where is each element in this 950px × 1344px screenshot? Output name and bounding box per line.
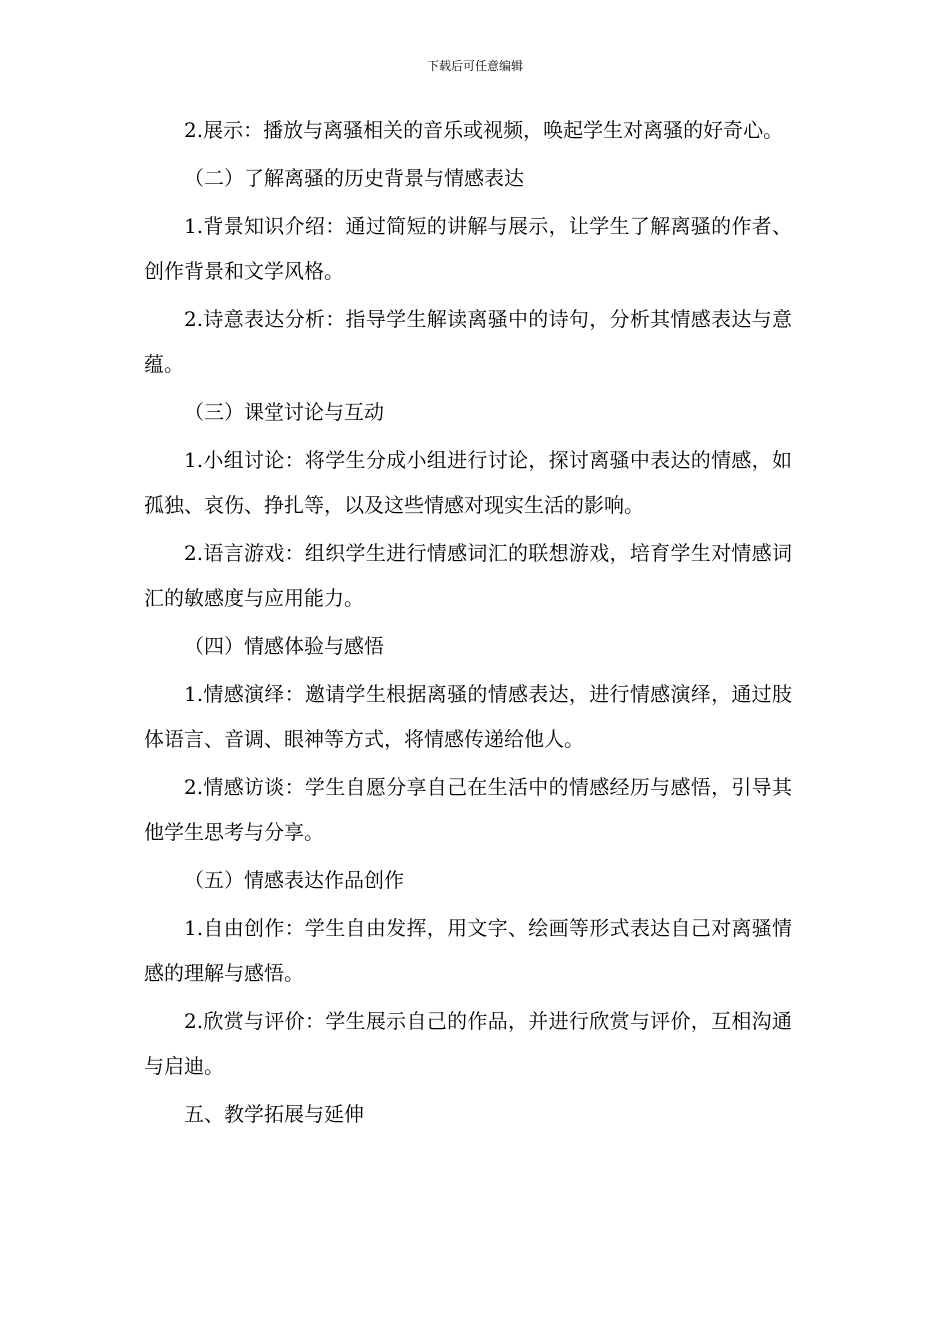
- section-heading-4: （四）情感体验与感悟: [184, 634, 384, 658]
- page-header: 下载后可任意编辑: [426, 59, 523, 73]
- chapter-heading-5: 五、教学拓展与延伸: [184, 1102, 364, 1126]
- section-heading-5: （五）情感表达作品创作: [184, 868, 404, 892]
- paragraph-appreciation: 2.欣赏与评价：学生展示自己的作品，并进行欣赏与评价，互相沟通与启迪。: [144, 1009, 792, 1078]
- paragraph-emotion-performance: 1.情感演绎：邀请学生根据离骚的情感表达，进行情感演绎，通过肢体语言、音调、眼神等方式，将情感传递给他人。: [144, 682, 792, 751]
- paragraph-background-intro: 1.背景知识介绍：通过简短的讲解与展示，让学生了解离骚的作者、创作背景和文学风格。: [144, 214, 792, 283]
- paragraph-poetry-analysis: 2.诗意表达分析：指导学生解读离骚中的诗句，分析其情感表达与意蕴。: [144, 307, 792, 376]
- paragraph-emotion-interview: 2.情感访谈：学生自愿分享自己在生活中的情感经历与感悟，引导其他学生思考与分享。: [144, 775, 792, 844]
- section-heading-3: （三）课堂讨论与互动: [184, 400, 384, 424]
- document-body: [144, 108, 792, 1137]
- paragraph-group-discussion: 1.小组讨论：将学生分成小组进行讨论，探讨离骚中表达的情感，如孤独、哀伤、挣扎等，以及这些情感对现实生活的影响。: [144, 448, 792, 517]
- paragraph-language-game: 2.语言游戏：组织学生进行情感词汇的联想游戏，培育学生对情感词汇的敏感度与应用能力。: [144, 541, 792, 610]
- paragraph-free-creation: 1.自由创作：学生自由发挥，用文字、绘画等形式表达自己对离骚情感的理解与感悟。: [144, 916, 792, 985]
- paragraph-display: 2.展示：播放与离骚相关的音乐或视频，唤起学生对离骚的好奇心。: [184, 118, 784, 142]
- section-heading-2: （二）了解离骚的历史背景与情感表达: [184, 166, 524, 190]
